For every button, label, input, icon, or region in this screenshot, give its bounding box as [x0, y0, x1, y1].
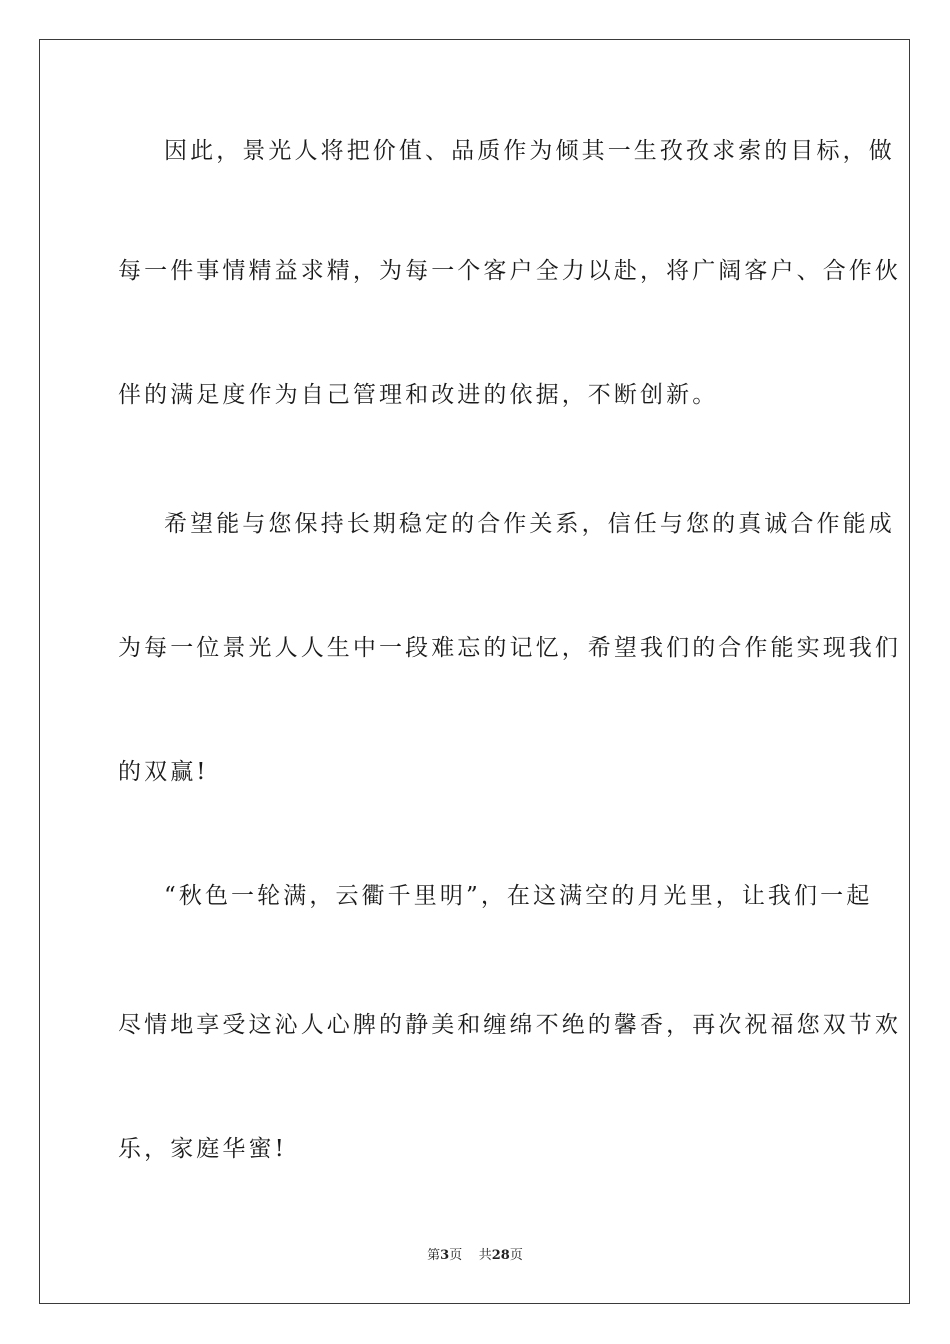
paragraph-2-line-2: 为每一位景光人人生中一段难忘的记忆，希望我们的合作能实现我们	[118, 635, 901, 661]
page-border	[39, 39, 910, 1304]
paragraph-3-line-3: 乐，家庭华蜜!	[118, 1136, 287, 1162]
paragraph-1-line-3: 伴的满足度作为自己管理和改进的依据，不断创新。	[118, 382, 719, 408]
total-suffix: 页	[509, 1248, 523, 1263]
paragraph-1-line-2: 每一件事情精益求精，为每一个客户全力以赴，将广阔客户、合作伙	[118, 258, 901, 284]
paragraph-1-line-1: 因此，景光人将把价值、品质作为倾其一生孜孜求索的目标，做	[164, 138, 895, 164]
page-number: 3	[440, 1248, 450, 1263]
page-footer	[0, 1247, 950, 1265]
page-suffix: 页	[449, 1248, 463, 1263]
page-prefix: 第	[427, 1248, 441, 1263]
paragraph-3-line-2: 尽情地享受这沁人心脾的静美和缠绵不绝的馨香，再次祝福您双节欢	[118, 1012, 901, 1038]
total-pages: 28	[491, 1248, 510, 1263]
paragraph-3-line-1: “秋色一轮满，云衢千里明”，在这满空的月光里，让我们一起	[164, 883, 873, 909]
total-prefix: 共	[478, 1248, 492, 1263]
paragraph-2-line-1: 希望能与您保持长期稳定的合作关系，信任与您的真诚合作能成	[164, 511, 895, 537]
paragraph-2-line-3: 的双赢!	[118, 759, 209, 785]
